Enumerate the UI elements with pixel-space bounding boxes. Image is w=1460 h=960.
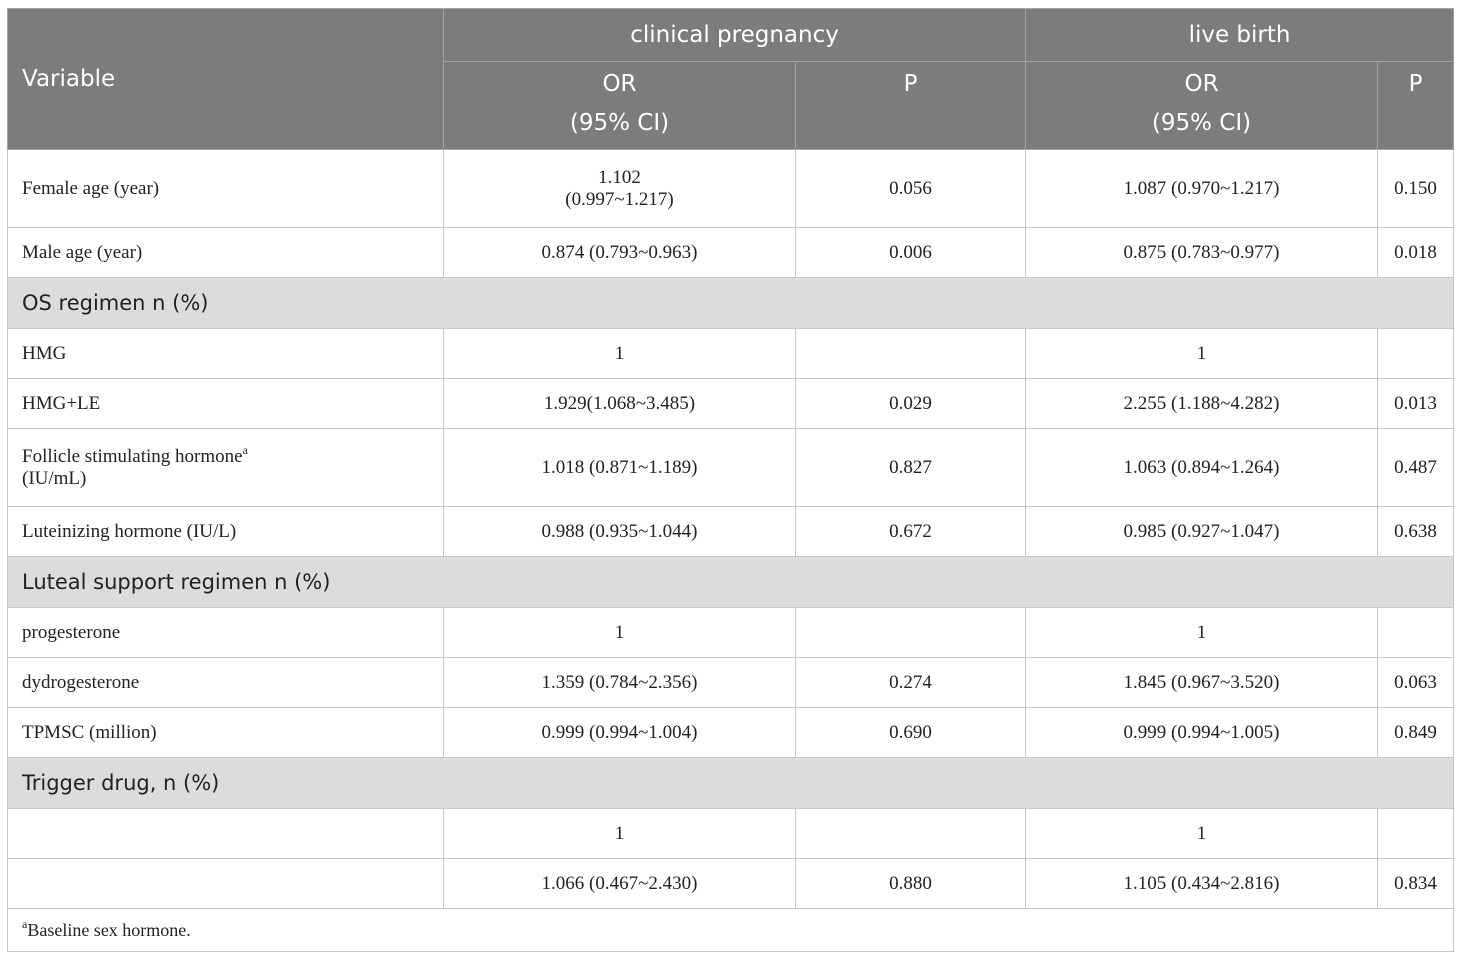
lb-p-cell [1378, 809, 1454, 859]
header-cp-or: OR [444, 62, 796, 98]
table-row [8, 708, 1454, 758]
lb-or-cell: 2.255 (1.188~4.282) [1026, 379, 1378, 429]
results-table-container [7, 8, 1453, 952]
lb-p-cell: 0.849 [1378, 708, 1454, 758]
header-lb-ci: (95% CI) [1026, 97, 1378, 150]
footnote-text: Baseline sex hormone. [27, 919, 191, 940]
section-row [8, 278, 1454, 329]
section-title: Luteal support regimen n (%) [8, 557, 1454, 608]
cp-or-cell: 0.999 (0.994~1.004) [444, 708, 796, 758]
lb-or-cell: 1 [1026, 608, 1378, 658]
lb-or-cell: 0.875 (0.783~0.977) [1026, 228, 1378, 278]
row-label-line1: Follicle stimulating hormone [22, 445, 243, 467]
cp-p-cell: 0.690 [796, 708, 1026, 758]
lb-or-cell: 1 [1026, 329, 1378, 379]
table-row [8, 608, 1454, 658]
section-row [8, 758, 1454, 809]
header-cp-p-blank [796, 97, 1026, 150]
section-title: OS regimen n (%) [8, 278, 1454, 329]
cp-p-cell: 0.274 [796, 658, 1026, 708]
header-cp-ci: (95% CI) [444, 97, 796, 150]
lb-p-cell: 0.063 [1378, 658, 1454, 708]
table-row [8, 429, 1454, 507]
cp-p-cell: 0.029 [796, 379, 1026, 429]
cp-or-value: 1.102 [598, 166, 641, 188]
table-body [8, 150, 1454, 952]
cp-p-cell: 0.827 [796, 429, 1026, 507]
row-label: dydrogesterone [8, 658, 444, 708]
lb-or-cell: 1.105 (0.434~2.816) [1026, 859, 1378, 909]
cp-or-cell: 0.874 (0.793~0.963) [444, 228, 796, 278]
header-lb-or: OR [1026, 62, 1378, 98]
table-row [8, 507, 1454, 557]
table-row [8, 150, 1454, 228]
header-lb-p-blank [1378, 97, 1454, 150]
cp-or-cell [444, 150, 796, 228]
footnote [8, 909, 1454, 952]
cp-p-cell [796, 809, 1026, 859]
lb-or-cell: 1.087 (0.970~1.217) [1026, 150, 1378, 228]
header-cp-p: P [796, 62, 1026, 98]
cp-or-ci: (0.997~1.217) [565, 188, 674, 210]
cp-or-cell: 1.066 (0.467~2.430) [444, 859, 796, 909]
row-label [8, 859, 444, 909]
cp-or-cell: 1.018 (0.871~1.189) [444, 429, 796, 507]
odds-ratio-table [7, 8, 1454, 952]
lb-p-cell: 0.487 [1378, 429, 1454, 507]
row-label: Male age (year) [8, 228, 444, 278]
cp-p-cell: 0.880 [796, 859, 1026, 909]
row-label-line2: (IU/mL) [22, 467, 87, 489]
lb-p-cell: 0.834 [1378, 859, 1454, 909]
row-label [8, 429, 444, 507]
row-label: HMG+LE [8, 379, 444, 429]
lb-p-cell: 0.150 [1378, 150, 1454, 228]
lb-or-cell: 1.063 (0.894~1.264) [1026, 429, 1378, 507]
lb-or-cell: 0.999 (0.994~1.005) [1026, 708, 1378, 758]
lb-p-cell: 0.013 [1378, 379, 1454, 429]
cp-p-cell [796, 329, 1026, 379]
section-row [8, 557, 1454, 608]
table-row [8, 379, 1454, 429]
lb-p-cell: 0.638 [1378, 507, 1454, 557]
table-header [8, 9, 1454, 150]
cp-or-cell: 1 [444, 608, 796, 658]
lb-or-cell: 0.985 (0.927~1.047) [1026, 507, 1378, 557]
cp-or-cell: 1 [444, 329, 796, 379]
table-row [8, 859, 1454, 909]
lb-p-cell: 0.018 [1378, 228, 1454, 278]
footnote-marker: a [242, 442, 248, 457]
table-row [8, 329, 1454, 379]
footnote-row [8, 909, 1454, 952]
header-group-clinical-pregnancy: clinical pregnancy [444, 9, 1026, 62]
lb-p-cell [1378, 329, 1454, 379]
cp-p-cell: 0.056 [796, 150, 1026, 228]
header-group-live-birth: live birth [1026, 9, 1454, 62]
cp-p-cell: 0.672 [796, 507, 1026, 557]
lb-or-cell: 1.845 (0.967~3.520) [1026, 658, 1378, 708]
row-label: TPMSC (million) [8, 708, 444, 758]
section-title: Trigger drug, n (%) [8, 758, 1454, 809]
table-row [8, 228, 1454, 278]
footnote-sup: a [22, 916, 28, 931]
table-row [8, 658, 1454, 708]
lb-or-cell: 1 [1026, 809, 1378, 859]
row-label: HMG [8, 329, 444, 379]
cp-or-cell: 0.988 (0.935~1.044) [444, 507, 796, 557]
cp-or-cell: 1 [444, 809, 796, 859]
lb-p-cell [1378, 608, 1454, 658]
row-label [8, 809, 444, 859]
row-label: Luteinizing hormone (IU/L) [8, 507, 444, 557]
table-row [8, 809, 1454, 859]
cp-p-cell [796, 608, 1026, 658]
header-variable: Variable [8, 9, 444, 150]
cp-or-cell: 1.359 (0.784~2.356) [444, 658, 796, 708]
row-label: Female age (year) [8, 150, 444, 228]
cp-p-cell: 0.006 [796, 228, 1026, 278]
header-lb-p: P [1378, 62, 1454, 98]
row-label: progesterone [8, 608, 444, 658]
cp-or-cell: 1.929(1.068~3.485) [444, 379, 796, 429]
